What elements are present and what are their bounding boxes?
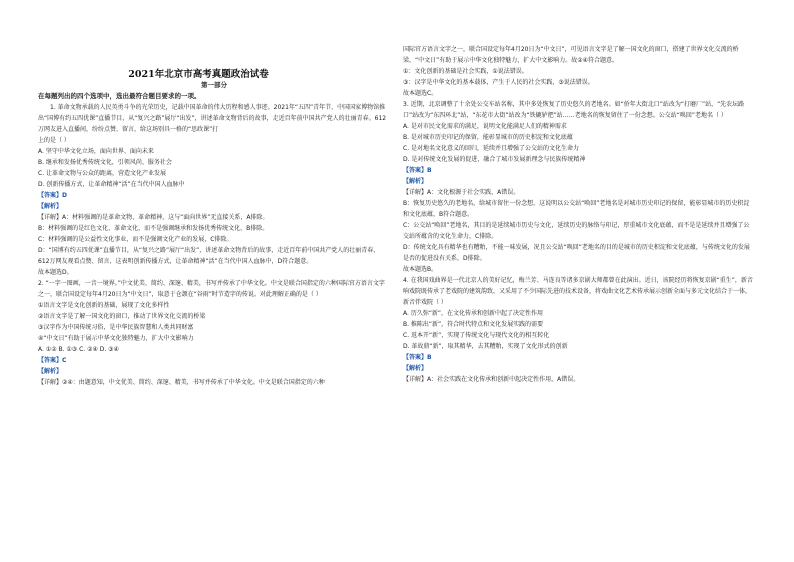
right-paragraph: C. 返本开“新”，实现了传统文化与现代文化的相互转化	[403, 332, 550, 339]
right-paragraph: 【详解】A：社会实践在文化传承和创新中起决定性作用，A错误。	[403, 376, 580, 383]
right-paragraph: C：公交站“唤回”老地名，其目的是延续城市历史与文化，延续历史的脉络与印记，厚重城市文化底蕴，而不是是延续并且增强了公交站所蕴含的文化生命力，C排除。	[403, 222, 750, 240]
right-paragraph: ①：文化创新的基础是社会实践，①说法错误。	[403, 68, 528, 75]
right-paragraph: 故本题选B。	[403, 266, 438, 273]
right-paragraph: D. 革故鼎“新”，取其精华，去其糟粕，实现了文化形式的创新	[403, 343, 568, 350]
left-paragraph: 【详解】②④：由题意知，中文优美、简约、深邃、精美，书写并传承了中华文化。中文是联合国指定的六种	[38, 379, 325, 386]
right-paragraph: 【答案】B	[403, 167, 432, 174]
right-paragraph: D. 是对传统文化发展的促进，融合了城市发展新理念与民族传统精神	[403, 156, 586, 163]
left-paragraph: 故本题选D。	[38, 269, 73, 276]
left-paragraph: 2. “一字一图画，一音一境界。”中文优美、简约、深邃、精美，书写并传承了中华文化。中文是联合国指定的六种国际官方语言文字之一，联合国设定每年4月20日为“中文日”，取意于仓颉在“谷雨”时节造字的传说。对此理解正确的是（ ）	[38, 280, 385, 298]
right-paragraph: 故本题选C。	[403, 90, 438, 97]
right-paragraph: B：恢复历史悠久的老地名，给城市留住一份念想，这说明以公交站“唤回”老地名是对城市历史印记的保留，能彰显城市的历史积淀和文化底蕴，B符合题意。	[403, 200, 750, 218]
right-paragraph: D：传统文化具有精华也有糟粕，不能一味发展，况且公交站“唤回”老地名的目的是城市的历史积淀和文化底蕴，与传统文化的发展是否的促进没有关系，D排除。	[403, 244, 750, 262]
left-paragraph: 【解析】	[38, 368, 63, 375]
left-paragraph: ④“中文日”有助于展示中华文化独特魅力，扩大中文影响力	[38, 335, 194, 342]
document-title: 2021年北京市高考真题政治试卷	[128, 69, 269, 80]
left-paragraph: 【解析】	[38, 203, 63, 210]
left-paragraph: ③汉字作为中国传统习俗，是中华民族智慧和人类共同财富	[38, 324, 194, 331]
right-paragraph: 4. 在我国戏曲界是一代北京人的美好记忆，梅兰芳、马连良等诸多京剧大师都曾在此演出。近日，该院经历将恢复京剧“重生”，新音响戏院既传承了老戏院的建筑韵致，又采用了不少国际先进的技术设备，将戏曲文化艺术传承展示创新全面与多元文化结合于一体，新音伴戏院（ ）	[403, 277, 753, 306]
part-title: 第一部分	[201, 81, 227, 89]
right-paragraph: C. 是对地名文化意义的回归，延续并且增强了公交站的文化生命力	[403, 145, 580, 152]
right-column-body	[403, 44, 755, 385]
left-paragraph: 1. 革命文物承载的人民英勇斗争的光荣历史，记载中国革命的伟大历程和感人事迹。2021年“五四”青年节，中国国家博物馆推出“国博有约五四优课”直播节目，从“复兴之路”展厅“出发”，讲述革命文物背后的故事，走近百年前中国共产党人的壮丽青春。612万网友进入直播间，纷纷点赞、留言，给这场别具一格的“思政课”打	[38, 104, 387, 133]
left-paragraph: D. 创新传播方式，让革命精神“活”在当代中国人血脉中	[38, 181, 185, 188]
right-paragraph: B. 推陈出“新”，符合时代特点和文化发展实践的需要	[403, 321, 544, 328]
left-paragraph: A. 坚守中华文化立场，面向世界、面向未来	[38, 148, 154, 155]
right-column	[403, 44, 755, 385]
left-paragraph: ②语言文字是了解一国文化的窗口，推动了世界文化交流的桥梁	[38, 313, 206, 320]
left-paragraph: C：材料强调的是公益性文化事业，而不是强调文化产业的发展，C排除。	[38, 236, 233, 243]
right-paragraph: A. 历久弥“新”，在文化传承和创新中起了决定性作用	[403, 310, 544, 317]
right-paragraph: 【解析】	[403, 178, 428, 185]
left-paragraph: A. ①② B. ①③ C. ②④ D. ③④	[38, 346, 119, 353]
left-paragraph: 【详解】A：材料强调的是革命文物、革命精神，这与“面向世界”无直接关系，A排除。	[38, 214, 269, 221]
left-paragraph: 【答案】C	[38, 357, 67, 364]
left-paragraph: 上的是（ ）	[38, 137, 70, 144]
instruction-text: 在每题列出的四个选项中，选出最符合题目要求的一项。	[38, 92, 201, 100]
left-paragraph: 【答案】D	[38, 192, 67, 199]
left-paragraph: C. 让革命文物与公众的距离，营造文化产业发展	[38, 170, 167, 177]
right-paragraph: 【解析】	[403, 365, 428, 372]
right-paragraph: B. 是对城市历史印记的保留，能彰显城市的历史积淀和文化底蕴	[403, 134, 573, 141]
right-paragraph: 【答案】B	[403, 354, 432, 361]
left-paragraph: B：材料强调的是红色文化、革命文化，而不是强调继承和发扬优秀传统文化，B排除。	[38, 225, 269, 232]
right-paragraph: A. 是对市民文化需求的满足，说明文化能满足人们的精神需求	[403, 123, 567, 130]
right-paragraph: 【详解】A：文化根源于社会实践，A错误。	[403, 189, 520, 196]
right-paragraph: ③：汉字是中华文化的基本载体，产生于人民的社会实践，③说法错误。	[403, 79, 594, 86]
right-paragraph: 3. 近期，北京调整了十余处公交车站名称，其中多处恢复了历史悠久的老地名。如“侨年大街北口”站改为“打磨厂”站，“先农坛路口”站改为“东四环北”站，“东花市大街”站改为“铁辘轳把”站……老地名的恢复留住了一份念想。公交站“唤回”老地名（ ）	[403, 101, 745, 119]
left-column-body	[38, 102, 390, 388]
left-paragraph: B. 继承和发扬优秀传统文化，引领风尚、服务社会	[38, 159, 172, 166]
left-paragraph: ①语言文字是文化创新的基础，展现了文化多样性	[38, 302, 170, 309]
right-paragraph: 国际官方语言文字之一，联合国设定每年4月20日为“中文日”，可见语言文字是了解一国文化的窗口，搭建了世界文化交流的桥梁，“中文日”有助于展示中华文化独特魅力，扩大中文影响力。故②④符合题意。	[403, 46, 739, 64]
left-column	[38, 68, 390, 388]
left-paragraph: D：“国博有约五四优课”直播节目，从“复兴之路”展厅“出发”，讲述革命文物背后的故事，走近百年前中国共产党人的壮丽青春，612万网友观看点赞、留言，这表明创新传播方式，让革命精神“活”在当代中国人血脉中，D符合题意。	[38, 247, 380, 265]
